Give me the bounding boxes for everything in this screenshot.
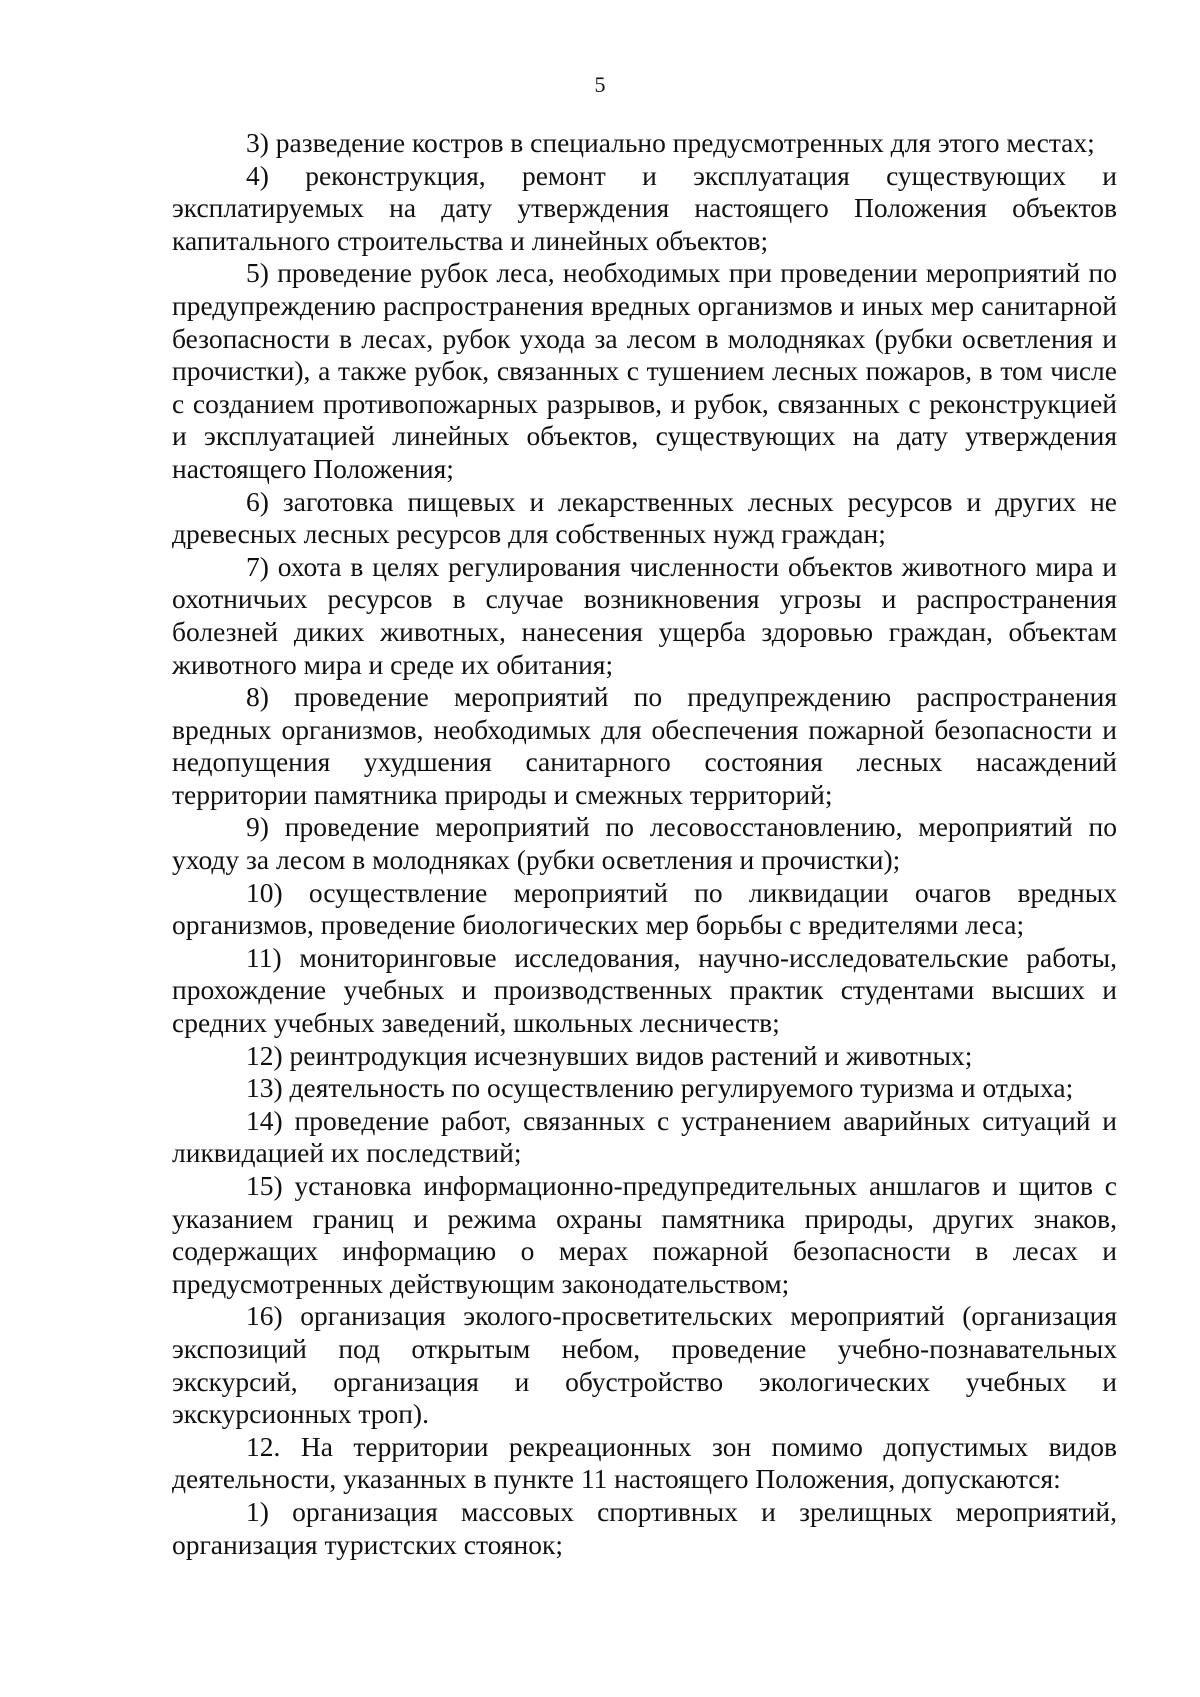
list-item: 16) организация эколого-просветительских мероприятий (организация экспозиций под открытым небом, проведение учебно-познавательных экскурсий, организация и обустройство экологических учебных и экскурсионных троп). [172, 1300, 1117, 1430]
list-item: 6) заготовка пищевых и лекарственных лесных ресурсов и других не древесных лесных ресурсов для собственных нужд граждан; [172, 485, 1117, 550]
list-item: 15) установка информационно-предупредительных аншлагов и щитов с указанием границ и режима охраны памятника природы, других знаков, содержащих информацию о мерах пожарной безопасности в лесах и предусмотренных действующим законодательством; [172, 1170, 1117, 1299]
list-item: 9) проведение мероприятий по лесовосстановлению, мероприятий по уходу за лесом в молодняках (рубки осветления и прочистки); [172, 811, 1117, 876]
list-item: 13) деятельность по осуществлению регулируемого туризма и отдыха; [246, 1072, 1074, 1104]
list-item: 4) реконструкция, ремонт и эксплуатация существующих и эксплатируемых на дату утверждения настоящего Положения объектов капитального строительства и линейных объектов; [172, 159, 1117, 256]
section-paragraph: 12. На территории рекреационных зон помимо допустимых видов деятельности, указанных в пункте 11 настоящего Положения, допускаются: [172, 1430, 1117, 1495]
list-item: 8) проведение мероприятий по предупреждению распространения вредных организмов, необходимых для обеспечения пожарной безопасности и недопущения ухудшения санитарного состояния лесных насаждений территории памятника природы и смежных территорий; [172, 681, 1117, 810]
document-body [172, 127, 1117, 1561]
list-item: 12) реинтродукция исчезнувших видов растений и животных; [246, 1039, 973, 1071]
list-item: 10) осуществление мероприятий по ликвидации очагов вредных организмов, проведение биологических мер борьбы с вредителями леса; [172, 876, 1117, 941]
list-item: 3) разведение костров в специально предусмотренных для этого местах; [246, 127, 1095, 158]
list-item: 5) проведение рубок леса, необходимых при проведении мероприятий по предупреждению распространения вредных организмов и иных мер санитарной безопасности в лесах, рубок ухода за лесом в молодняках (рубки осветления и прочистки), а также рубок, связанных с тушением лесных пожаров, в том числе с созданием противопожарных разрывов, и рубок, связанных с реконструкцией и эксплуатацией линейных объектов, существующих на дату утверждения настоящего Положения; [172, 257, 1117, 484]
list-item: 11) мониторинговые исследования, научно-исследовательские работы, прохождение учебных и производственных практик студентами высших и средних учебных заведений, школьных лесничеств; [172, 941, 1117, 1039]
list-item: 1) организация массовых спортивных и зрелищных мероприятий, организация туристских стоянок; [172, 1495, 1117, 1560]
list-item: 7) охота в целях регулирования численности объектов животного мира и охотничьих ресурсов в случае возникновения угрозы и распространения болезней диких животных, нанесения ущерба здоровью граждан, объектам животного мира и среде их обитания; [172, 550, 1117, 680]
page-number: 5 [594, 72, 606, 97]
list-item: 14) проведение работ, связанных с устранением аварийных ситуаций и ликвидацией их последствий; [172, 1104, 1117, 1169]
